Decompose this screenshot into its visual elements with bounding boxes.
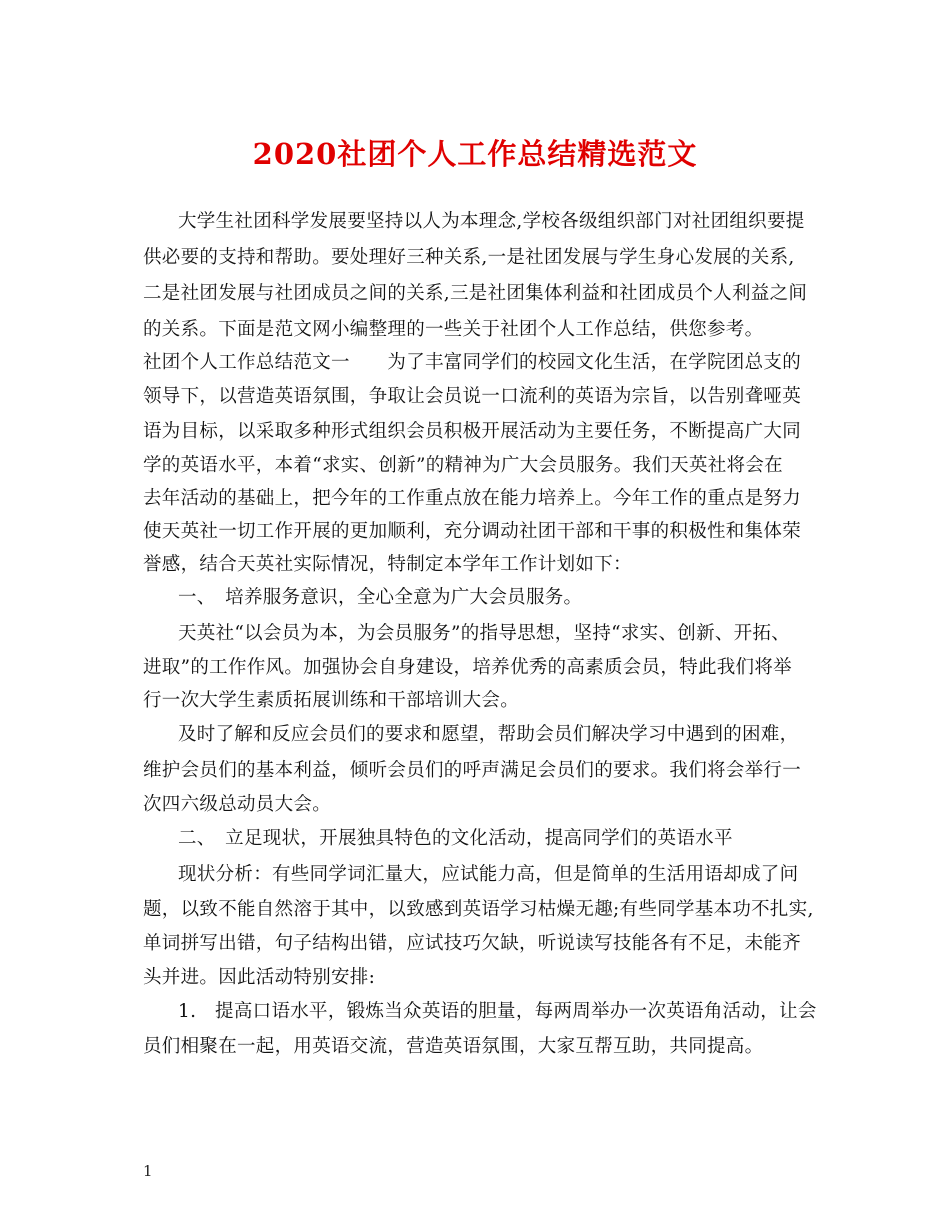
body-line: 二、 立足现状，开展独具特色的文化活动，提高同学们的英语水平 [178,828,733,849]
body-line: 二是社团发展与社团成员之间的关系,三是社团集体利益和社团成员个人利益之间 [143,283,808,304]
body-line: 行一次大学生素质拓展训练和干部培训大会。 [143,690,520,711]
body-line: 员们相聚在一起，用英语交流，营造英语氛围，大家互帮互助，共同提高。 [143,1036,764,1057]
body-line: 题，以致不能自然溶于其中，以致感到英语学习枯燥无趣;有些同学基本功不扎实, [143,899,814,920]
body-line: 使天英社一切工作开展的更加顺利，充分调动社团干部和干事的积极性和集体荣 [143,521,802,542]
body-line: 次四六级总动员大会。 [143,794,332,815]
page-number: 1 [143,1162,153,1180]
body-line: 现状分析：有些同学词汇量大，应试能力高，但是简单的生活用语却成了问 [178,864,799,885]
body-line: 单词拼写出错，句子结构出错，应试技巧欠缺，听说读写技能各有不足，未能齐 [143,933,802,954]
body-line: 去年活动的基础上，把今年的工作重点放在能力培养上。今年工作的重点是努力 [143,488,802,509]
body-line: 领导下，以营造英语氛围，争取让会员说一口流利的英语为宗旨，以告别聋哑英 [143,386,802,407]
body-line: 1. 提高口语水平，锻炼当众英语的胆量，每两周举办一次英语角活动，让会 [178,1001,817,1022]
body-line: 及时了解和反应会员们的要求和愿望，帮助会员们解决学习中遇到的困难， [178,724,799,745]
body-line: 维护会员们的基本利益，倾听会员们的呼声满足会员们的要求。我们将会举行一 [143,760,802,781]
body-line: 学的英语水平，本着“求实、创新”的精神为广大会员服务。我们天英社将会在 [143,455,783,476]
body-line: 大学生社团科学发展要坚持以人为本理念,学校各级组织部门对社团组织要提 [178,211,805,232]
body-line: 语为目标，以采取多种形式组织会员积极开展活动为主要任务，不断提高广大同 [143,421,802,442]
body-line: 头并进。因此活动特别安排: [143,967,376,988]
document-title: 2020社团个人工作总结精选范文 [252,137,698,171]
body-line: 供必要的支持和帮助。要处理好三种关系,一是社团发展与学生身心发展的关系, [143,247,795,268]
body-line: 进取”的工作作风。加强协会自身建设，培养优秀的高素质会员，特此我们将举 [143,657,792,678]
body-line: 的关系。下面是范文网小编整理的一些关于社团个人工作总结，供您参考。 [143,319,764,340]
body-line: 一、 培养服务意识，全心全意为广大会员服务。 [178,587,583,608]
body-line: 誉感，结合天英社实际情况，特制定本学年工作计划如下： [143,554,632,575]
body-line: 社团个人工作总结范文一 为了丰富同学们的校园文化生活，在学院团总支的 [143,352,802,373]
body-line: 天英社“以会员为本，为会员服务”的指导思想，坚持“求实、创新、开拓、 [178,623,791,644]
